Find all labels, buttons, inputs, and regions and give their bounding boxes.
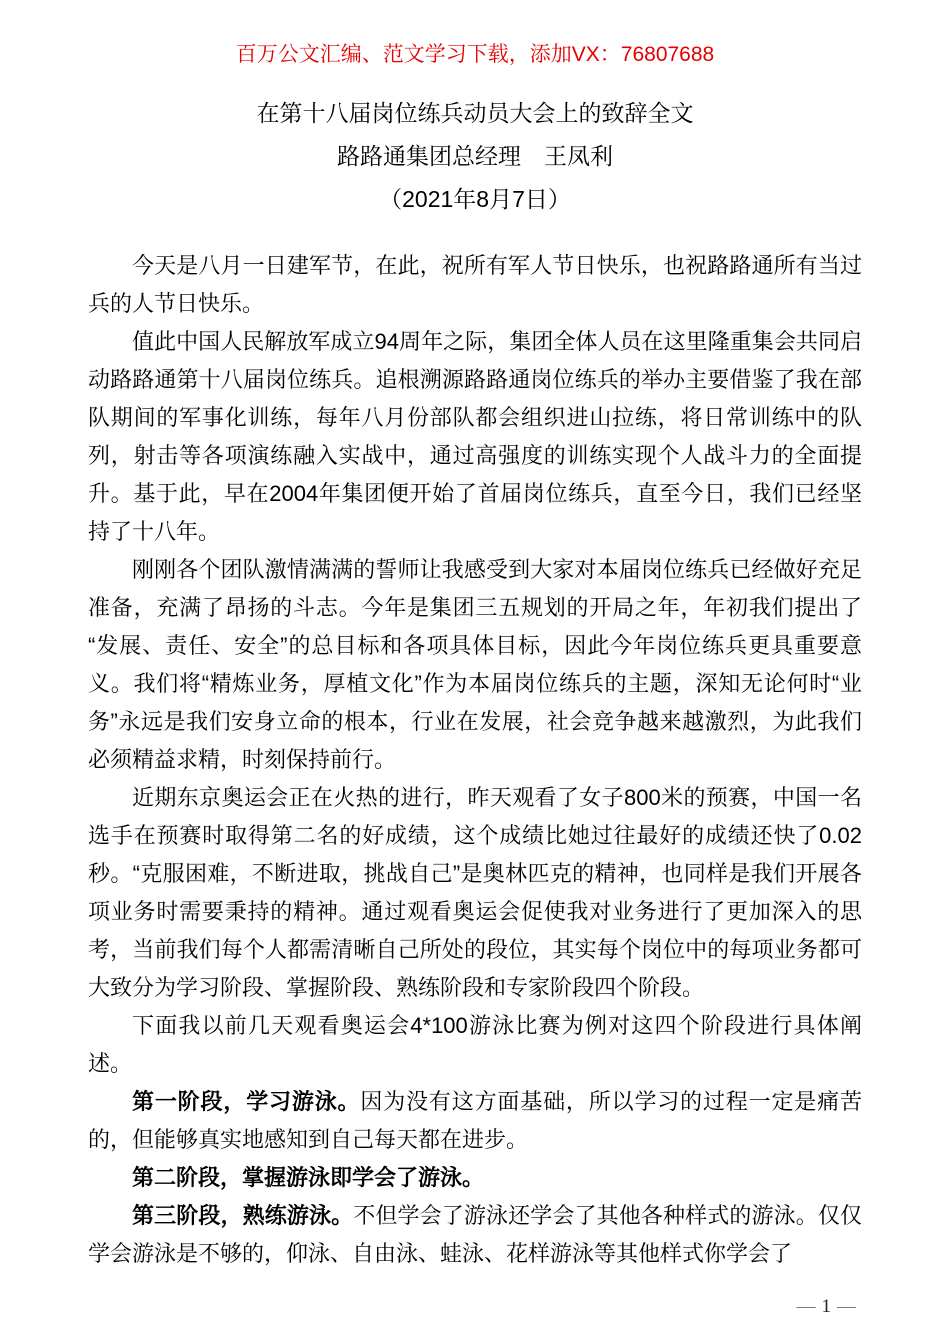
paragraph-text: 近期东京奥运会正在火热的进行，昨天观看了女子800米的预赛，中国一名选手在预赛时取得第二名的好成绩，这个成绩比她过往最好的成绩还快了0.02秒。“克服困难，不断进取，挑战自己”是奥林匹克的精神，也同样是我们开展各项业务时需要秉持的精神。通过观看奥运会促使我对业务进行了更加深入的思考，当前我们每个人都需清晰自己所处的段位，其实每个岗位中的每项业务都可大致分为学习阶段、掌握阶段、熟练阶段和专家阶段四个阶段。 bbox=[88, 785, 862, 1000]
paragraph bbox=[88, 323, 862, 551]
document-title: 在第十八届岗位练兵动员大会上的致辞全文 bbox=[256, 100, 694, 126]
paragraph-text: 因为没有这方面基础，所以学习的过程一定是痛苦的，但能够真实地感知到自己每天都在进步。 bbox=[88, 1089, 862, 1152]
page-number-value: 1 bbox=[821, 1296, 831, 1317]
paragraph-stage-3 bbox=[88, 1197, 862, 1273]
paragraph bbox=[88, 779, 862, 1007]
paragraph bbox=[88, 247, 862, 323]
paragraph-text: 下面我以前几天观看奥运会4*100游泳比赛为例对这四个阶段进行具体阐述。 bbox=[88, 1013, 862, 1076]
document-author: 路路通集团总经理 王凤利 bbox=[337, 143, 613, 169]
page-number-left-dash: — bbox=[796, 1296, 816, 1317]
page-number-right-dash: — bbox=[837, 1296, 856, 1317]
paragraph-text: 今天是八月一日建军节，在此，祝所有军人节日快乐，也祝路路通所有当过兵的人节日快乐。 bbox=[88, 253, 862, 316]
paragraph-stage-2 bbox=[88, 1159, 862, 1197]
paragraph-text: 值此中国人民解放军成立94周年之际，集团全体人员在这里隆重集会共同启动路路通第十八届岗位练兵。追根溯源路路通岗位练兵的举办主要借鉴了我在部队期间的军事化训练，每年八月份部队都会组织进山拉练，将日常训练中的队列，射击等各项演练融入实战中，通过高强度的训练实现个人战斗力的全面提升。基于此，早在2004年集团便开始了首届岗位练兵，直至今日，我们已经坚持了十八年。 bbox=[88, 329, 862, 544]
document-date: （2021年8月7日） bbox=[379, 186, 571, 212]
paragraph-text: 刚刚各个团队激情满满的誓师让我感受到大家对本届岗位练兵已经做好充足准备，充满了昂扬的斗志。今年是集团三五规划的开局之年，年初我们提出了“发展、责任、安全”的总目标和各项具体目标，因此今年岗位练兵更具重要意义。我们将“精炼业务，厚植文化”作为本届岗位练兵的主题，深知无论何时“业务”永远是我们安身立命的根本，行业在发展，社会竞争越来越激烈，为此我们必须精益求精，时刻保持前行。 bbox=[88, 557, 862, 772]
paragraph bbox=[88, 551, 862, 779]
watermark-notice: 百万公文汇编、范文学习下载，添加VX：76807688 bbox=[235, 43, 715, 66]
paragraph bbox=[88, 1007, 862, 1083]
document-body bbox=[88, 247, 862, 1273]
paragraph-text: 不但学会了游泳还学会了其他各种样式的游泳。仅仅学会游泳是不够的，仰泳、自由泳、蛙泳、花样游泳等其他样式你学会了 bbox=[88, 1203, 862, 1266]
paragraph-lead: 第三阶段，熟练游泳。 bbox=[132, 1203, 354, 1228]
paragraph-lead: 第二阶段，掌握游泳即学会了游泳。 bbox=[132, 1165, 485, 1190]
paragraph-stage-1 bbox=[88, 1083, 862, 1159]
title-block bbox=[88, 92, 862, 221]
paragraph-lead: 第一阶段，学习游泳。 bbox=[132, 1089, 361, 1114]
page-number bbox=[791, 1296, 863, 1318]
